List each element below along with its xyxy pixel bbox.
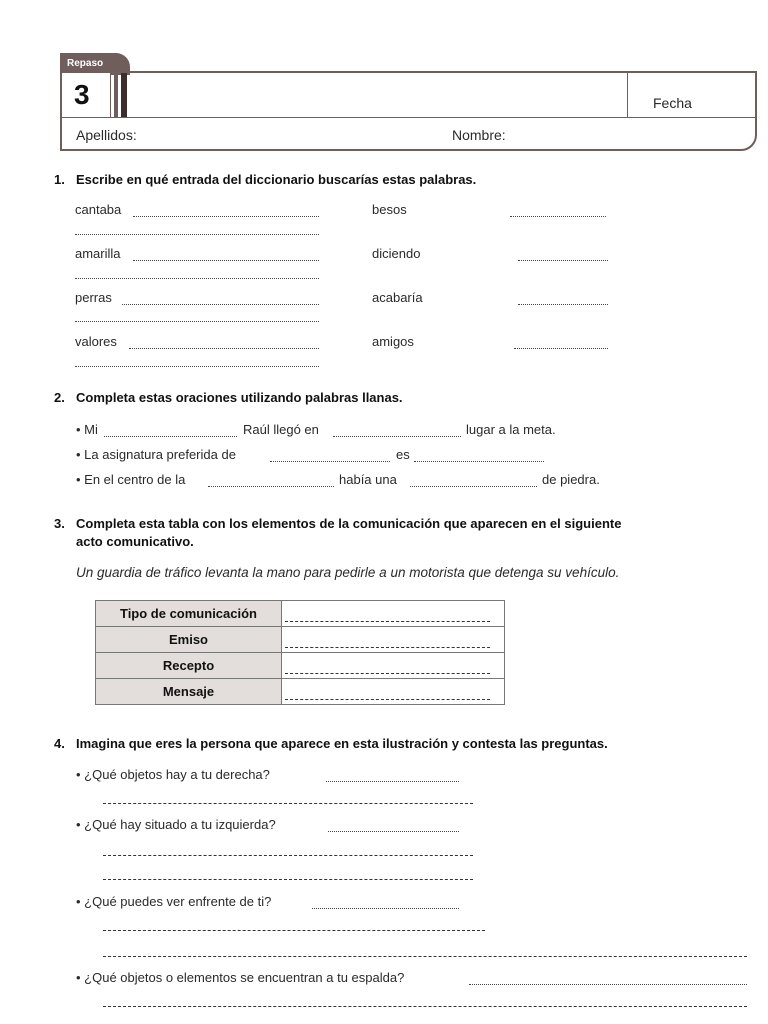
row-label: Emiso [96,627,282,653]
header-separator [62,117,755,118]
question-4-title: 4. Imagina que eres la persona que aparece en esta ilustración y contesta las preguntas. [54,736,608,751]
nombre-label: Nombre: [452,127,506,143]
question-3-title: 3. Completa esta tabla con los elementos de la comunicación que aparecen en el siguiente [54,516,622,531]
header-divider [627,73,628,117]
table-row [96,679,505,705]
word-item: besos [372,202,407,217]
question-item: • ¿Qué hay situado a tu izquierda? [76,817,276,832]
answer-line[interactable] [103,803,473,804]
answer-line[interactable] [103,930,485,931]
answer-line[interactable] [103,956,747,957]
question-item: • ¿Qué puedes ver enfrente de ti? [76,894,272,909]
answer-line[interactable] [326,781,459,782]
answer-line[interactable] [514,348,608,349]
answer-line[interactable] [208,486,334,487]
answer-line[interactable] [103,855,473,856]
answer-line[interactable] [75,234,319,235]
question-3-title-cont: acto comunicativo. [76,534,194,549]
sentence-fragment: • Mi [76,422,98,437]
answer-line[interactable] [103,879,473,880]
row-label: Mensaje [96,679,282,705]
table-row [96,627,505,653]
answer-line[interactable] [328,831,459,832]
answer-line[interactable] [133,216,319,217]
communication-table [95,600,505,705]
decor-bar [121,73,127,117]
question-1-title: 1. Escribe en qué entrada del diccionario buscarías estas palabras. [54,172,477,187]
answer-line[interactable] [104,436,237,437]
answer-line[interactable] [129,348,319,349]
answer-line[interactable] [414,461,544,462]
answer-cell[interactable] [282,601,505,627]
answer-line[interactable] [518,260,608,261]
answer-cell[interactable] [282,627,505,653]
answer-cell[interactable] [282,653,505,679]
answer-line[interactable] [103,1006,747,1007]
decor-bar [114,73,118,117]
answer-line[interactable] [469,984,747,985]
answer-cell[interactable] [282,679,505,705]
answer-line[interactable] [75,278,319,279]
worksheet-number: 3 [74,79,90,110]
row-label: Recepto [96,653,282,679]
apellidos-label: Apellidos: [76,127,137,143]
answer-line[interactable] [75,366,319,367]
row-label: Tipo de comunicación [96,601,282,627]
question-3-prompt: Un guardia de tráfico levanta la mano para pedirle a un motorista que detenga su vehículo. [76,565,620,580]
word-item: diciendo [372,246,421,261]
question-item: • ¿Qué objetos o elementos se encuentran a tu espalda? [76,970,405,985]
sentence-fragment: de piedra. [542,472,600,487]
answer-line[interactable] [312,908,459,909]
sentence-fragment: lugar a la meta. [466,422,556,437]
word-item: cantaba [75,202,122,217]
answer-line[interactable] [510,216,606,217]
sentence-fragment: es [396,447,410,462]
section-tag: Repaso [67,58,104,69]
fecha-label: Fecha [653,95,692,111]
word-item: amarilla [75,246,121,261]
word-item: perras [75,290,112,305]
sentence-fragment: • La asignatura preferida de [76,447,236,462]
answer-line[interactable] [122,304,319,305]
question-2-title: 2. Completa estas oraciones utilizando palabras llanas. [54,390,403,405]
sentence-fragment: había una [339,472,397,487]
sentence-fragment: • En el centro de la [76,472,186,487]
answer-line[interactable] [75,321,319,322]
answer-line[interactable] [518,304,608,305]
word-item: valores [75,334,117,349]
answer-line[interactable] [270,461,390,462]
table-row [96,601,505,627]
word-item: acabaría [372,290,423,305]
question-item: • ¿Qué objetos hay a tu derecha? [76,767,270,782]
header-box [60,71,757,151]
sentence-fragment: Raúl llegó en [243,422,319,437]
table-row [96,653,505,679]
word-item: amigos [372,334,414,349]
answer-line[interactable] [333,436,461,437]
answer-line[interactable] [133,260,319,261]
answer-line[interactable] [410,486,537,487]
